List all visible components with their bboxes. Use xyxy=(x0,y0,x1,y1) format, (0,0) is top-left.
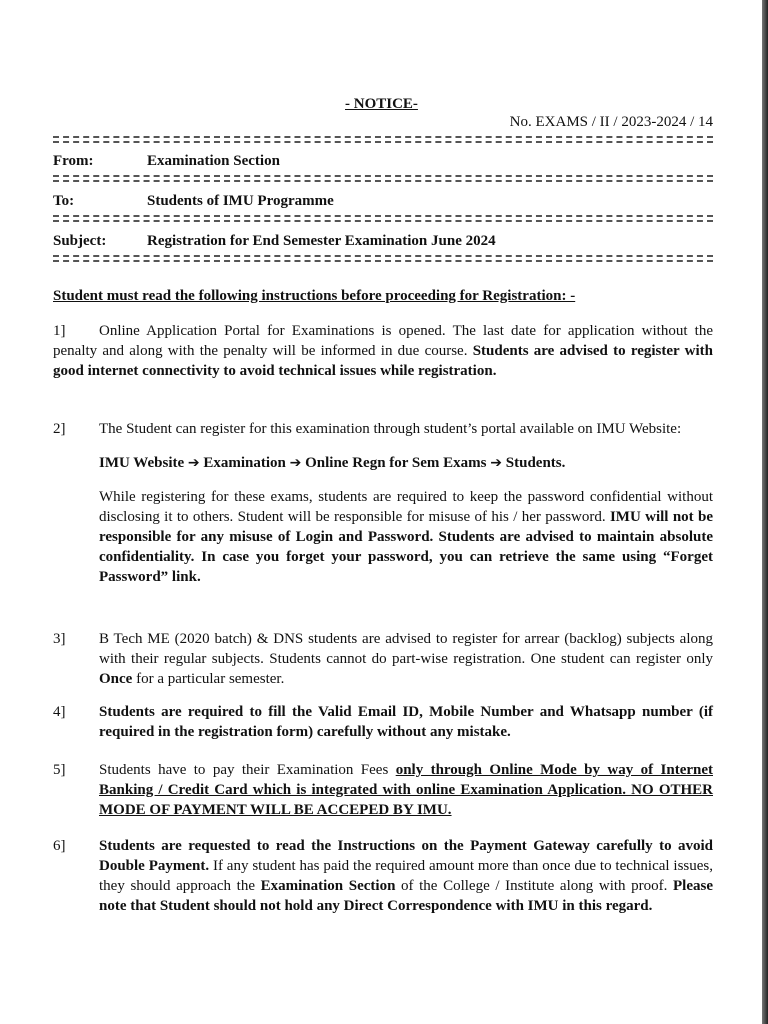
item-text: B Tech ME (2020 batch) & DNS students are advised to register for arrear (backlog) subjects along with their regular subjects. Students cannot do part-wise registration. One student can register only Once for a particular semester. xyxy=(99,631,713,687)
instruction-item-6 xyxy=(53,836,713,916)
instruction-item-2 xyxy=(53,419,713,587)
arrow-right-icon: ➔ xyxy=(187,455,200,471)
arrow-right-icon: ➔ xyxy=(289,455,302,471)
reference-number: No. EXAMS / II / 2023-2024 / 14 xyxy=(509,114,713,130)
instruction-item-4 xyxy=(53,702,713,742)
to-label: To: xyxy=(53,193,75,209)
arrow-right-icon: ➔ xyxy=(490,455,503,471)
from-value: Examination Section xyxy=(147,153,280,169)
from-label: From: xyxy=(53,153,94,169)
from-row xyxy=(53,151,280,171)
item-number: 2] xyxy=(53,421,66,437)
item-number: 3] xyxy=(53,631,66,647)
item-number: 1] xyxy=(53,323,66,339)
item-text: Students are required to fill the Valid Email ID, Mobile Number and Whatsapp number (if required in the registration form) carefully without any mistake. xyxy=(99,704,713,740)
instruction-item-5 xyxy=(53,760,713,820)
instruction-item-1 xyxy=(53,321,713,381)
to-value: Students of IMU Programme xyxy=(147,193,334,209)
separator xyxy=(53,255,713,262)
separator xyxy=(53,215,713,222)
instructions-intro: Student must read the following instructions before proceeding for Registration: - xyxy=(53,288,576,304)
subject-value: Registration for End Semester Examination June 2024 xyxy=(147,233,496,249)
notice-title: - NOTICE- xyxy=(345,96,418,112)
item-text: The Student can register for this examination through student’s portal available on IMU Website: xyxy=(99,421,682,437)
navigation-path: IMU Website ➔ Examination ➔ Online Regn for Sem Exams ➔ Students. xyxy=(99,455,566,471)
separator xyxy=(53,136,713,143)
scan-edge xyxy=(762,0,768,1024)
instruction-item-3 xyxy=(53,629,713,689)
to-row xyxy=(53,191,334,211)
item-number: 4] xyxy=(53,704,66,720)
item-text: Students have to pay their Examination Fees only through Online Mode by way of Internet Banking / Credit Card which is integrated with online Examination Application. NO OTHER MODE OF PAYMENT WILL BE ACCEPED BY IMU. xyxy=(99,762,713,818)
item-text: Students are requested to read the Instructions on the Payment Gateway carefully to avoid Double Payment. If any student has paid the required amount more than once due to technical issues, they should approach the Examination Section of the College / Institute along with proof. Please note that Student should not hold any Direct Correspondence with IMU in this regard. xyxy=(99,838,713,914)
item-number: 5] xyxy=(53,762,66,778)
subject-row xyxy=(53,231,496,251)
item-text: Online Application Portal for Examinations is opened. The last date for application without the penalty and along with the penalty will be informed in due course. Students are advised to register with good internet connectivity to avoid technical issues while registration. xyxy=(53,323,714,379)
separator xyxy=(53,175,713,182)
item-number: 6] xyxy=(53,838,66,854)
item-text: While registering for these exams, students are required to keep the password confidential without disclosing it to others. Student will be responsible for misuse of his / her password. IMU will not be responsible for any misuse of Login and Password. Students are advised to maintain absolute confidentiality. In case you forget your password, you can retrieve the same using “Forget Password” link. xyxy=(99,489,714,585)
subject-label: Subject: xyxy=(53,233,107,249)
